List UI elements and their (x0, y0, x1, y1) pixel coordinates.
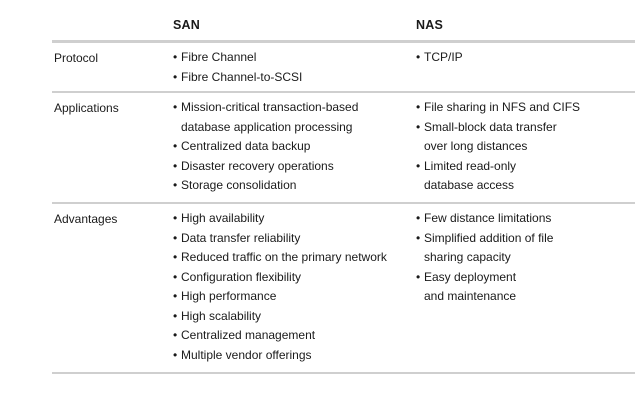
list-item (173, 307, 387, 327)
list-item-text: Easy deployment (424, 269, 517, 284)
bullet-icon: • (173, 178, 178, 192)
list-item-text: Simplified addition of file (424, 230, 554, 245)
list-item-text: Disaster recovery operations (181, 158, 334, 173)
bullet-icon: • (173, 211, 178, 225)
list-item (416, 209, 553, 229)
list-item-text: Few distance limitations (424, 211, 552, 225)
cell-protocol-nas (416, 48, 463, 68)
list-item-text: Fibre Channel (181, 50, 257, 64)
list-item-text: Centralized management (181, 328, 316, 342)
list-item (416, 98, 580, 118)
list-item-text: TCP/IP (424, 50, 463, 64)
cell-protocol-san (173, 48, 302, 87)
bullet-icon: • (173, 69, 178, 84)
list-item (173, 346, 387, 366)
bullet-icon: • (416, 100, 421, 114)
list-item-text: Fibre Channel-to-SCSI (181, 69, 303, 84)
list-item-text-continued: sharing capacity (424, 250, 511, 264)
list-item (173, 157, 358, 177)
bullet-icon: • (173, 50, 178, 64)
column-header-nas: NAS (416, 18, 443, 32)
bullet-icon: • (416, 119, 421, 134)
list-item-text: Centralized data backup (181, 139, 311, 153)
list-item (173, 268, 387, 288)
list-item-text: Multiple vendor offerings (181, 347, 312, 362)
list-item (416, 118, 580, 157)
list-item (173, 137, 358, 157)
bullet-icon: • (173, 308, 178, 323)
list-item-text: File sharing in NFS and CIFS (424, 100, 581, 114)
bullet-icon: • (173, 289, 178, 303)
list-item (173, 98, 358, 137)
list-item-text-continued: database application processing (181, 119, 353, 134)
list-item (173, 209, 387, 229)
list-item-text: High scalability (181, 308, 262, 323)
bullet-icon: • (173, 100, 178, 114)
bullet-icon: • (416, 230, 421, 245)
bullet-icon: • (416, 211, 421, 225)
list-item-text: Configuration flexibility (181, 269, 302, 284)
list-item-text: Data transfer reliability (181, 230, 301, 245)
list-item-text: High availability (181, 211, 265, 225)
list-item-text-continued: database access (424, 178, 515, 192)
row-label-protocol: Protocol (54, 51, 99, 65)
list-item-text: Limited read-only (424, 158, 517, 173)
bullet-icon: • (416, 269, 421, 284)
list-item (173, 48, 302, 68)
bullet-icon: • (173, 139, 178, 153)
row-divider (52, 202, 635, 204)
list-item (416, 48, 463, 68)
list-item (173, 229, 387, 249)
list-item (173, 248, 387, 268)
list-item-text-continued: and maintenance (424, 289, 517, 303)
list-item-text-continued: over long distances (424, 139, 528, 153)
list-item-text: Reduced traffic on the primary network (181, 250, 387, 264)
bullet-icon: • (173, 230, 178, 245)
list-item (416, 268, 553, 307)
list-item (173, 68, 302, 88)
list-item-text: High performance (181, 289, 277, 303)
list-item (416, 157, 580, 196)
list-item (173, 176, 358, 196)
bullet-icon: • (173, 269, 178, 284)
list-item-text: Storage consolidation (181, 178, 297, 192)
bullet-icon: • (173, 328, 178, 342)
bullet-icon: • (173, 158, 178, 173)
cell-advantages-nas (416, 209, 553, 307)
bullet-icon: • (416, 158, 421, 173)
list-item (173, 287, 387, 307)
row-label-applications: Applications (54, 101, 119, 115)
header-divider (52, 40, 635, 43)
bullet-icon: • (416, 50, 421, 64)
column-header-san: SAN (173, 18, 200, 32)
list-item-text: Small-block data transfer (424, 119, 557, 134)
bullet-icon: • (173, 347, 178, 362)
list-item (416, 229, 553, 268)
cell-advantages-san (173, 209, 387, 365)
bullet-icon: • (173, 250, 178, 264)
row-label-advantages: Advantages (54, 212, 118, 226)
row-divider (52, 91, 635, 93)
cell-applications-san (173, 98, 358, 196)
list-item (173, 326, 387, 346)
cell-applications-nas (416, 98, 580, 196)
table-bottom-rule (52, 372, 635, 374)
list-item-text: Mission-critical transaction-based (181, 100, 359, 114)
